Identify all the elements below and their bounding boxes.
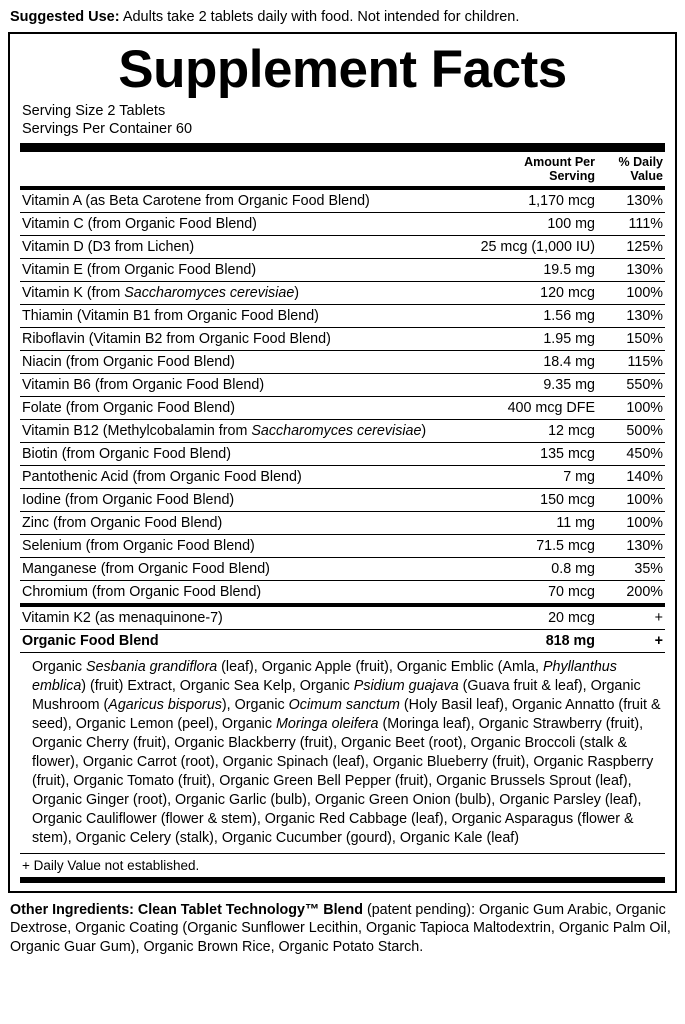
nutrient-name: Niacin (from Organic Food Blend) — [20, 350, 445, 373]
divider-thick-top — [20, 143, 665, 152]
table-row — [20, 488, 665, 511]
table-row — [20, 607, 665, 630]
nutrient-name: Riboflavin (Vitamin B2 from Organic Food Blend) — [20, 327, 445, 350]
table-header-row — [20, 152, 665, 186]
table-row — [20, 327, 665, 350]
extra-rows-table — [20, 607, 665, 653]
table-row — [20, 511, 665, 534]
nutrient-daily-value: 115% — [601, 350, 665, 373]
table-row — [20, 557, 665, 580]
nutrient-daily-value: 200% — [626, 583, 663, 600]
nutrient-name: Chromium (from Organic Food Blend) — [22, 583, 262, 600]
nutrient-daily-value: 100% — [601, 396, 665, 419]
nutrition-table-body — [20, 152, 665, 186]
nutrient-daily-value: 125% — [601, 235, 665, 258]
nutrient-amount: 12 mcg — [445, 419, 601, 442]
table-row — [20, 396, 665, 419]
nutrient-daily-value: + — [601, 607, 665, 630]
nutrient-name: Vitamin A (as Beta Carotene from Organic Food Blend) — [20, 190, 445, 213]
table-row — [20, 350, 665, 373]
header-daily-value — [601, 152, 665, 186]
nutrition-table — [20, 152, 665, 186]
nutrient-daily-value: 100% — [601, 488, 665, 511]
nutrient-amount: 25 mcg (1,000 IU) — [445, 235, 601, 258]
botanical-name: Ocimum sanctum — [288, 696, 400, 713]
serving-info — [22, 102, 665, 139]
blend-description: Organic Sesbania grandiflora (leaf), Organic Apple (fruit), Organic Emblic (Amla, Phyllanthus emblica) (fruit) Extract, Organic Sea Kelp, Organic Psidium guajava (Guava fruit & leaf), Organic Mushroom (Agaricus bisporus), Organic Ocimum sanctum (Holy Basil leaf), Organic Annatto (fruit & seed), Organic Lemon (peel), Organic Moringa oleifera (Moringa leaf), Organic Strawberry (fruit), Organic Cherry (fruit), Organic Blackberry (fruit), Organic Beet (root), Organic Broccoli (stalk & flower), Organic Carrot (root), Organic Spinach (leaf), Organic Blueberry (fruit), Organic Raspberry (fruit), Organic Tomato (fruit), Organic Green Bell Pepper (fruit), Organic Brussels Sprout (leaf), Organic Ginger (root), Organic Garlic (bulb), Organic Green Onion (bulb), Organic Parsley (leaf), Organic Cauliflower (flower & stem), Organic Red Cabbage (leaf), Organic Asparagus (flower & stem), Organic Celery (stalk), Organic Cucumber (gourd), Organic Kale (leaf) — [20, 653, 665, 854]
nutrient-daily-value: 140% — [601, 465, 665, 488]
table-row — [20, 629, 665, 652]
nutrient-amount: 9.35 mg — [445, 373, 601, 396]
header-amount-line2: Serving — [549, 168, 595, 183]
table-row — [20, 281, 665, 304]
table-row — [20, 212, 665, 235]
table-row — [20, 580, 665, 603]
nutrient-amount: 0.8 mg — [445, 557, 601, 580]
table-row — [20, 442, 665, 465]
table-row — [20, 235, 665, 258]
nutrient-amount: 1,170 mcg — [445, 190, 601, 213]
nutrient-amount: 19.5 mg — [445, 258, 601, 281]
header-amount-line1: Amount Per — [524, 154, 595, 169]
nutrient-name: Biotin (from Organic Food Blend) — [20, 442, 445, 465]
other-ingredients-label: Other Ingredients: Clean Tablet Technology™ Blend — [10, 901, 363, 918]
table-row — [20, 190, 665, 213]
nutrient-daily-value: 100% — [601, 511, 665, 534]
nutrient-name: Vitamin B6 (from Organic Food Blend) — [20, 373, 445, 396]
nutrient-amount: 11 mg — [445, 511, 601, 534]
botanical-name: Sesbania grandiflora — [86, 658, 218, 675]
nutrient-name: Pantothenic Acid (from Organic Food Blend) — [20, 465, 445, 488]
nutrient-amount: 18.4 mg — [445, 350, 601, 373]
nutrient-amount: 7 mg — [445, 465, 601, 488]
table-row — [20, 258, 665, 281]
nutrient-name: Vitamin B12 (Methylcobalamin from Saccharomyces cerevisiae) — [20, 419, 445, 442]
header-blank — [20, 152, 445, 186]
nutrient-daily-value: 130% — [601, 304, 665, 327]
suggested-use-text — [10, 8, 675, 26]
nutrient-name: Vitamin D (D3 from Lichen) — [20, 235, 445, 258]
nutrient-daily-value: 150% — [601, 327, 665, 350]
botanical-name: Agaricus bisporus — [108, 696, 222, 713]
suggested-use-body: Adults take 2 tablets daily with food. Not intended for children. — [119, 9, 520, 25]
nutrient-name: Selenium (from Organic Food Blend) — [20, 534, 445, 557]
nutrient-name-italic: Saccharomyces cerevisiae — [124, 284, 295, 301]
nutrient-daily-value: 550% — [601, 373, 665, 396]
other-ingredients-body: (patent pending): Organic Gum Arabic, Organic Dextrose, Organic Coating (Organic Sunflower Lecithin, Organic Tapioca Maltodextrin, Organic Palm Oil, Organic Guar Gum), Organic Brown Rice, Organic Potato Starch. — [10, 901, 671, 956]
nutrient-amount: 1.95 mg — [445, 327, 601, 350]
botanical-name: Psidium guajava — [353, 677, 459, 694]
nutrient-daily-value: 500% — [601, 419, 665, 442]
nutrient-amount: 20 mcg — [445, 607, 601, 630]
nutrient-daily-value: 130% — [601, 534, 665, 557]
nutrient-name: Vitamin K2 (as menaquinone-7) — [20, 607, 445, 630]
nutrient-name: Thiamin (Vitamin B1 from Organic Food Blend) — [20, 304, 445, 327]
nutrient-name: Vitamin E (from Organic Food Blend) — [20, 258, 445, 281]
suggested-use-label: Suggested Use: — [10, 9, 120, 25]
nutrient-daily-value: 130% — [601, 258, 665, 281]
table-row — [20, 534, 665, 557]
nutrient-daily-value: 450% — [601, 442, 665, 465]
botanical-name: Phyllanthus emblica — [32, 658, 617, 694]
nutrient-daily-value: 100% — [601, 281, 665, 304]
header-amount-per-serving — [445, 152, 601, 186]
nutrient-amount: 1.56 mg — [445, 304, 601, 327]
other-ingredients-text — [10, 901, 675, 957]
nutrient-amount: 150 mcg — [445, 488, 601, 511]
nutrient-name: Vitamin C (from Organic Food Blend) — [20, 212, 445, 235]
footnote: + Daily Value not established. — [22, 857, 200, 873]
serving-size: Serving Size 2 Tablets — [22, 102, 166, 119]
nutrient-amount: 120 mcg — [445, 281, 601, 304]
page-title: Supplement Facts — [118, 40, 567, 100]
servings-per-container: Servings Per Container 60 — [22, 121, 193, 138]
nutrient-amount: 70 mcg — [548, 583, 595, 600]
nutrient-name: Zinc (from Organic Food Blend) — [20, 511, 445, 534]
header-dv-line2: Value — [630, 168, 663, 183]
table-row — [20, 419, 665, 442]
nutrient-daily-value: 35% — [601, 557, 665, 580]
nutrient-rows-table — [20, 190, 665, 603]
table-row — [20, 304, 665, 327]
nutrient-amount: 135 mcg — [445, 442, 601, 465]
nutrient-daily-value: 130% — [601, 190, 665, 213]
nutrient-daily-value: 111% — [601, 212, 665, 235]
nutrient-amount: 400 mcg DFE — [445, 396, 601, 419]
divider-bottom — [20, 877, 665, 883]
nutrient-name: Vitamin K (from Saccharomyces cerevisiae) — [20, 281, 445, 304]
nutrient-amount: 100 mg — [445, 212, 601, 235]
nutrient-rows-body — [20, 190, 665, 603]
nutrient-name: Manganese (from Organic Food Blend) — [20, 557, 445, 580]
table-row — [20, 373, 665, 396]
nutrient-amount: 818 mg — [445, 629, 601, 652]
botanical-name: Moringa oleifera — [275, 715, 379, 732]
nutrient-name: Folate (from Organic Food Blend) — [20, 396, 445, 419]
supplement-facts-panel — [8, 32, 677, 893]
nutrient-amount: 71.5 mcg — [445, 534, 601, 557]
header-dv-line1: % Daily — [618, 154, 663, 169]
nutrient-daily-value: + — [601, 629, 665, 652]
nutrient-name-italic: Saccharomyces cerevisiae — [251, 422, 422, 439]
table-row — [20, 465, 665, 488]
extra-rows-body — [20, 607, 665, 653]
nutrient-name: Organic Food Blend — [20, 629, 445, 652]
nutrient-name: Iodine (from Organic Food Blend) — [20, 488, 445, 511]
